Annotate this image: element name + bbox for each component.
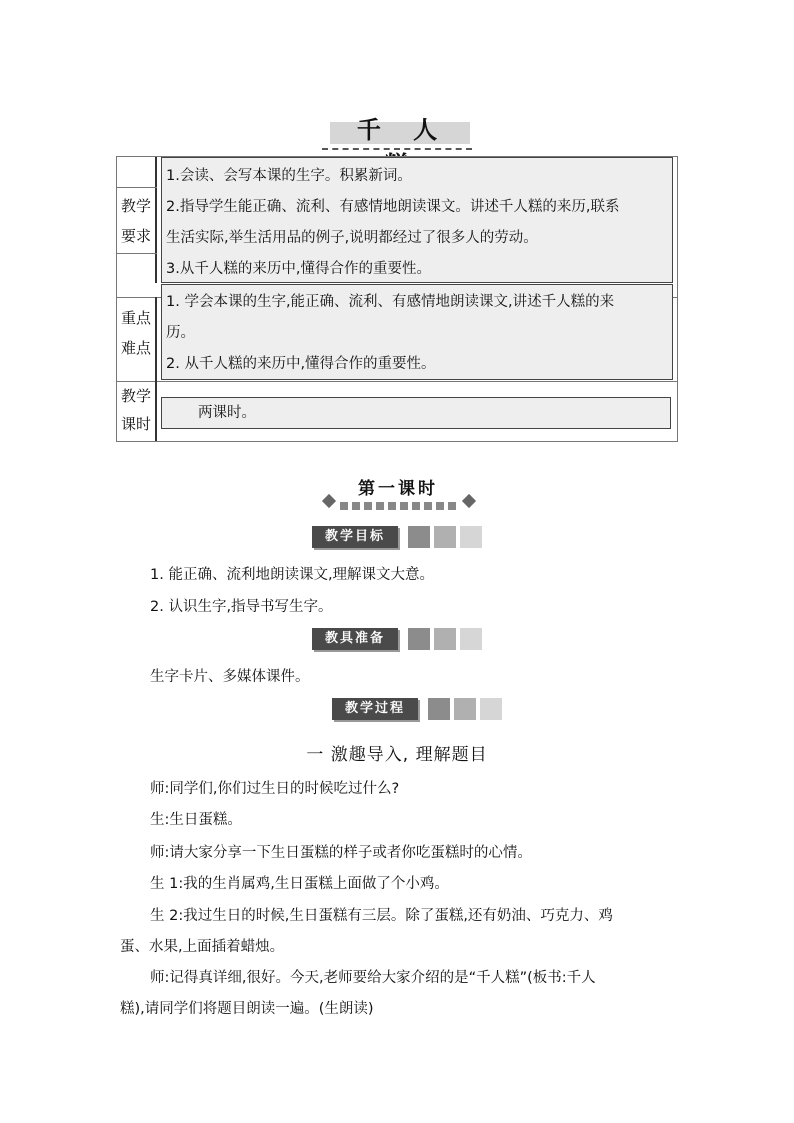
lesson-heading (318, 474, 478, 514)
class-hours-label-cell (117, 381, 157, 441)
square-icon (460, 526, 482, 548)
requirements-label-cell (117, 157, 157, 283)
dot-decoration (436, 502, 444, 510)
dialogue-line: 师:请大家分享一下生日蛋糕的样子或者你吃蛋糕时的心情。 (150, 845, 532, 861)
class-hours-box (161, 397, 671, 429)
dot-decoration (376, 502, 384, 510)
dot-decoration (352, 502, 360, 510)
dialogue-line: 生 1:我的生肖属鸡,生日蛋糕上面做了个小鸡。 (150, 876, 449, 892)
square-icon (434, 628, 456, 650)
requirements-box (161, 157, 673, 283)
class-hours-label-line1: 教学 (120, 387, 151, 405)
requirements-item-2-cont: 生活实际,举生活用品的例子,说明都经过了很多人的劳动。 (166, 230, 538, 246)
key-points-item-1: 1. 学会本课的生字,能正确、流利、有感情地朗读课文,讲述千人糕的来 (166, 294, 615, 310)
key-points-item-2: 2. 从千人糕的来历中,懂得合作的重要性。 (166, 356, 436, 372)
banner-goals (312, 526, 484, 548)
title-text: 千 人 (356, 116, 450, 144)
key-points-label-cell (117, 297, 157, 381)
dialogue-line: 生:生日蛋糕。 (150, 812, 242, 828)
page-title (322, 108, 472, 152)
goal-item-1: 1. 能正确、流利地朗读课文,理解课文大意。 (150, 567, 435, 583)
goal-item-2: 2. 认识生字,指导书写生字。 (150, 599, 333, 615)
square-icon (434, 526, 456, 548)
requirements-item-1: 1.会读、会写本课的生字。积累新词。 (166, 168, 412, 184)
requirements-item-3: 3.从千人糕的来历中,懂得合作的重要性。 (166, 261, 431, 277)
title-underline (322, 148, 472, 150)
square-icon (428, 698, 450, 720)
section-heading: 一 激趣导入, 理解题目 (306, 745, 488, 765)
dot-decoration (448, 502, 456, 510)
dialogue-line: 蛋、水果,上面插着蜡烛。 (120, 939, 285, 955)
class-hours-label-line2: 课时 (120, 415, 151, 433)
dialogue-line: 生 2:我过生日的时候,生日蛋糕有三层。除了蛋糕,还有奶油、巧克力、鸡 (150, 908, 613, 924)
key-points-box (161, 284, 673, 380)
dot-decoration (424, 502, 432, 510)
requirements-item-2: 2.指导学生能正确、流利、有感情地朗读课文。讲述千人糕的来历,联系 (166, 199, 620, 215)
class-hours-value: 两课时。 (198, 405, 256, 421)
dot-decoration (364, 502, 372, 510)
dot-decoration (412, 502, 420, 510)
dialogue-line: 师:记得真详细,很好。今天,老师要给大家介绍的是“千人糕”(板书:千人 (150, 970, 596, 986)
square-icon (454, 698, 476, 720)
dot-decoration (340, 502, 348, 510)
dot-decoration (388, 502, 396, 510)
banner-goals-label: 教学目标 (312, 526, 398, 548)
row-divider (117, 381, 677, 382)
square-icon (460, 628, 482, 650)
dialogue-line: 师:同学们,你们过生日的时候吃过什么? (150, 781, 400, 797)
key-points-item-1-cont: 历。 (166, 325, 195, 341)
square-icon (408, 628, 430, 650)
key-points-label-line2: 难点 (120, 339, 151, 357)
key-points-label-line1: 重点 (120, 309, 151, 327)
requirements-label-line1: 教学 (120, 197, 151, 215)
tools-text: 生字卡片、多媒体课件。 (150, 669, 310, 685)
dialogue-line: 糕),请同学们将题目朗读一遍。(生朗读) (120, 1001, 374, 1017)
banner-tools-label: 教具准备 (312, 628, 398, 650)
banner-process (332, 698, 504, 720)
square-icon (480, 698, 502, 720)
requirements-label-line2: 要求 (120, 227, 151, 245)
lesson-title: 第一课时 (358, 479, 438, 499)
square-icon (408, 526, 430, 548)
banner-tools (312, 628, 484, 650)
requirements-table (116, 156, 678, 442)
banner-process-label: 教学过程 (332, 698, 418, 720)
dot-decoration (400, 502, 408, 510)
